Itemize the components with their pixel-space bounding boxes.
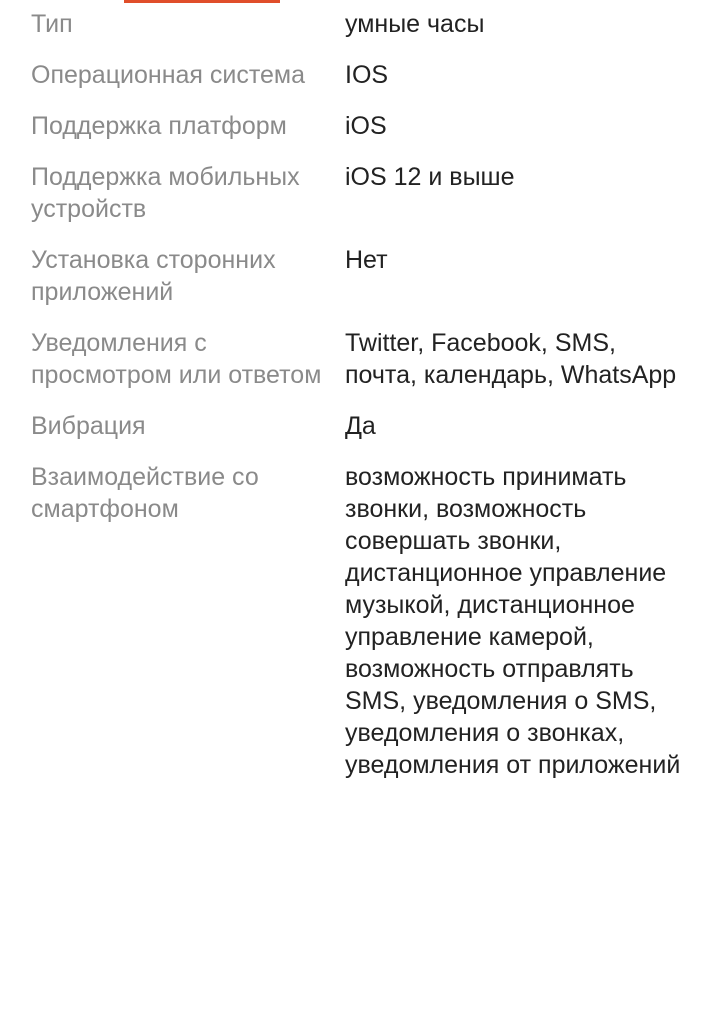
spec-value: iOS: [345, 112, 387, 140]
specifications-list: [31, 8, 691, 800]
spec-label: Установка сторонних приложений: [31, 246, 276, 306]
spec-row-vibration: [31, 410, 691, 442]
spec-value: умные часы: [345, 10, 485, 38]
spec-label: Операционная система: [31, 61, 306, 89]
spec-row-type: [31, 8, 691, 40]
active-tab-indicator: [124, 0, 280, 3]
spec-row-third-party-apps: [31, 244, 691, 308]
spec-label: Поддержка платформ: [31, 112, 287, 140]
spec-value: Да: [345, 412, 376, 440]
spec-label: Уведомления с просмотром или ответом: [31, 329, 322, 389]
spec-value: iOS 12 и выше: [345, 163, 515, 191]
spec-row-smartphone-interaction: [31, 461, 691, 781]
spec-row-notifications: [31, 327, 691, 391]
spec-label: Поддержка мобильных устройств: [31, 163, 300, 223]
spec-row-mobile-support: [31, 161, 691, 225]
spec-value: Twitter, Facebook, SMS, почта, календарь, WhatsApp: [345, 329, 677, 389]
spec-value: Нет: [345, 246, 388, 274]
spec-value: возможность принимать звонки, возможность совершать звонки, дистанционное управление музыкой, дистанционное управление камерой, возможность отправлять SMS, уведомления о SMS, уведомления о звонках, уведомления от приложений: [345, 463, 681, 779]
spec-label: Взаимодействие со смартфоном: [31, 463, 259, 523]
spec-label: Тип: [31, 10, 73, 38]
spec-row-platform-support: [31, 110, 691, 142]
spec-row-os: [31, 59, 691, 91]
spec-label: Вибрация: [31, 412, 146, 440]
spec-value: IOS: [345, 61, 389, 89]
